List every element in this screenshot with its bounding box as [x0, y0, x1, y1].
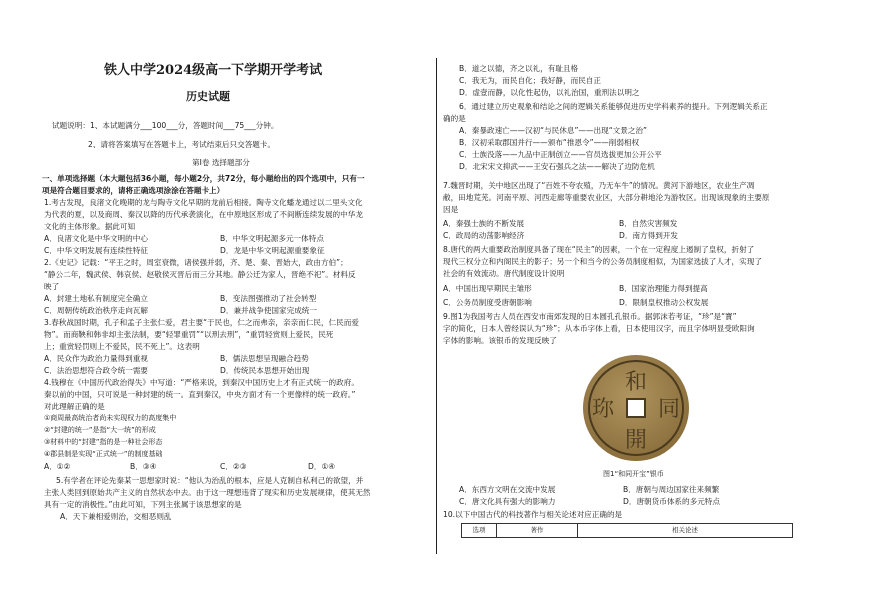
question-line: 确的是 — [443, 114, 466, 123]
option: B．儒法思想呈现融合趋势 — [220, 354, 309, 363]
instruction-line: 试题说明：1、本试题满分___100___分，答题时间___75___分钟。 — [52, 121, 279, 130]
question-line: 1.考古发现，良渚文化晚期的龙与陶寺文化早期的龙前后相接。陶寺文化蟠龙通过以二里头文化 — [44, 198, 363, 207]
option: D．传统民本思想开始出现 — [220, 366, 310, 375]
option: D．南方得到开发 — [619, 231, 679, 240]
statement: ③材料中的“封建”指的是一种社会形态 — [44, 438, 163, 446]
question-line: 5.有学者在评论先秦某一思想家时说：“他认为治乱的根本，应是人克制自私利己的欲望，并 — [56, 476, 364, 485]
coin-char-left: 珎 — [591, 397, 615, 422]
table-header: 著作 — [497, 524, 578, 538]
coin-figure — [581, 353, 691, 463]
table-header: 相关论述 — [578, 524, 793, 538]
option: A．民众作为政治力量得到重视 — [44, 354, 148, 363]
option: B．唐朝与周边国家往来频繁 — [623, 485, 720, 494]
question-line: 为代表的夏，以及商周、秦汉以降的历代承袭演化，在中原地区形成了不间断连续发展的中华龙 — [44, 210, 363, 219]
option: D．唐朝货币体系的多元特点 — [623, 497, 720, 506]
option: A．良渚文化是中华文明的中心 — [44, 234, 148, 243]
question-line: 字的简化，日本人曾经误认为“珍”；从本币字体上看，日本使用汉字，而且字体明显受欧阳询 — [443, 324, 755, 333]
option: B．中华文明起源多元一体特点 — [220, 234, 324, 243]
option: C．士族没落——九品中正制创立——官员选拔更加公开公平 — [459, 150, 662, 159]
option: A．①② — [44, 462, 71, 471]
right-column — [443, 0, 838, 614]
option: C．中华文明发展有连续性特征 — [44, 246, 149, 255]
option: A．秦暴政速亡——汉初“与民休息”——出现“文景之治” — [459, 126, 647, 135]
option: D．虚壹而静，以化性起伪，以礼治国，重刑法以明之 — [459, 88, 640, 97]
instruction-line: 2、请将答案填写在答题卡上，考试结束后只交答题卡。 — [88, 140, 276, 149]
question-line: 秦以前的中国，只可说是一种封建的统一。直到秦汉，中央方面才有一个更像样的统一政府。” — [44, 390, 356, 399]
option: C．公务员制度受唐朝影响 — [443, 298, 532, 307]
section-title: 第Ⅰ卷 选择题部分 — [192, 158, 250, 167]
question-line: “静公二年，魏武侯、韩哀侯、赵敬侯灭晋后而三分其地。静公迁为家人，晋绝不祀”。材料反 — [44, 270, 356, 279]
option: B．自然灾害频发 — [619, 219, 678, 228]
column-divider — [436, 58, 437, 554]
option: C．周朝传统政治秩序走向瓦解 — [44, 306, 149, 315]
option: A．东西方文明在交流中发展 — [459, 485, 556, 494]
option: B．变法图强推动了社会转型 — [220, 294, 317, 303]
option: A．中国出现早期民主雏形 — [443, 284, 532, 293]
table-header: 选项 — [462, 524, 497, 538]
question-line: 3.春秋战国时期，孔子和孟子主张仁爱，君主要“于民也，仁之而弗亲，亲亲而仁民，仁民而爱 — [44, 318, 359, 327]
option: C．唐文化具有强大的影响力 — [459, 497, 556, 506]
option: D．①④ — [308, 462, 336, 471]
coin-square-hole — [627, 399, 645, 417]
section-desc: 项是符合题目要求的，请将正确选项涂涂在答题卡上） — [42, 186, 225, 195]
question-line: 映了 — [44, 282, 60, 291]
option: D．限制皇权推动公权发展 — [619, 298, 709, 307]
option: D．兼并战争使国家完成统一 — [220, 306, 317, 315]
option: C．②③ — [220, 462, 247, 471]
option: A．封建土地私有制度完全确立 — [44, 294, 148, 303]
option: B．道之以德，齐之以礼，有耻且格 — [459, 64, 579, 73]
option: D．龙是中华文明起源重要象征 — [220, 246, 325, 255]
coin-char-right: 同 — [657, 397, 681, 422]
question-line: 现代三权分立和内阁民主的影子；另一个和当今的公务员制度相似，为国家选拔了人才，实现了 — [443, 257, 762, 266]
question-line: 社会的有效流动。唐代制度设计说明 — [443, 269, 565, 278]
exam-title: 铁人中学2024级高一下学期开学考试 — [104, 63, 323, 78]
question-line: 具有一定的消极性。”由此可知，下列主张属于该思想家的是 — [44, 500, 242, 509]
left-column — [40, 0, 432, 614]
option: C．政局的动荡影响经济 — [443, 231, 525, 240]
question-line: 6．通过建立历史观象和结论之间的逻辑关系能够促进历史学科素养的提升。下列逻辑关系正 — [459, 102, 768, 111]
question-line: 物”。而商鞅和韩非却主张法制，要“轻罪重罚”“以刑去刑”，“重罚轻赏则上爱民，民死 — [44, 330, 334, 339]
answer-table — [461, 523, 793, 538]
section-desc: 一、单项选择题（本大题包括36小题，每小题2分，共72分，每小题给出的四个选项中，只有一 — [42, 174, 365, 183]
question-line: 4.钱穆在《中国历代政治得失》中写道：“严格来说，到秦汉中国历史上才有正式统一的政府。 — [44, 378, 359, 387]
option: B．③④ — [130, 462, 157, 471]
option: C．法治思想符合政令统一需要 — [44, 366, 149, 375]
question-line: 字体的影响。该银币的发现反映了 — [443, 336, 557, 345]
option: D．北宋宋文抑武——王安石强兵之法——解决了边防危机 — [459, 162, 655, 171]
option: A．天下兼相爱则治，交相恶则乱 — [60, 512, 172, 521]
option: B．汉初采取郡国并行——颁布“推恩令”——削弱相权 — [459, 138, 640, 147]
question-line: 10.以下中国古代的科技著作与相关论述对应正确的是 — [443, 510, 623, 519]
question-line: 8.唐代的两大重要政治制度具备了现在“民主”的因素，一个在一定程度上遏制了皇权，折射了 — [443, 245, 755, 254]
option: A．秦强士族的不断发展 — [443, 219, 525, 228]
question-line: 7.魏晋时期，关中地区出现了“百姓不夸农殖，乃无车牛”的情况。黄河下游地区，农业生产凋 — [443, 181, 755, 190]
coin-char-bottom: 開 — [624, 428, 648, 453]
statement: ④郡县制是实现“正式统一”的制度基础 — [44, 450, 163, 458]
question-line: 对此理解正确的是 — [44, 402, 105, 411]
question-line: 9.图1为我国考古人员在西安市南郊发现的日本圆孔孔银币。据郭沫若考证，“珍”是“寳” — [443, 312, 737, 321]
question-line: 2.《史记》记载：“平王之时，周室衰微，诸侯强并弱，齐、楚、秦、晋始大，政由方伯”； — [44, 258, 348, 267]
statement: ①商周最高统治者尚未实现权力的高度集中 — [44, 414, 177, 422]
option: C．我无为，而民自化；我好静，而民自正 — [459, 76, 601, 85]
option: B．国家治理能力得到提高 — [619, 284, 708, 293]
question-line: 上；重赏轻罚则上不爱民，民不死上”。这表明 — [44, 342, 200, 351]
question-line: 敝，田地荒芜。河南平原、河西走廊等重要农业区，大部分耕地沦为游牧区。出现该现象的主要原 — [443, 193, 770, 202]
statement: ②“封建的统一”是指“大一统”的形成 — [44, 426, 156, 434]
question-line: 文化的主体形象。据此可知 — [44, 222, 136, 231]
figure-caption: 图1“和同开宝”银币 — [603, 470, 664, 478]
coin-char-top: 和 — [624, 370, 648, 395]
question-line: 因是 — [443, 205, 459, 214]
exam-subtitle: 历史试题 — [186, 90, 230, 103]
table-header-row — [462, 524, 793, 538]
question-line: 主张人类回到原始共产主义的自然状态中去。由于这一理想违背了现实和历史发展规律，使其无然 — [44, 488, 371, 497]
